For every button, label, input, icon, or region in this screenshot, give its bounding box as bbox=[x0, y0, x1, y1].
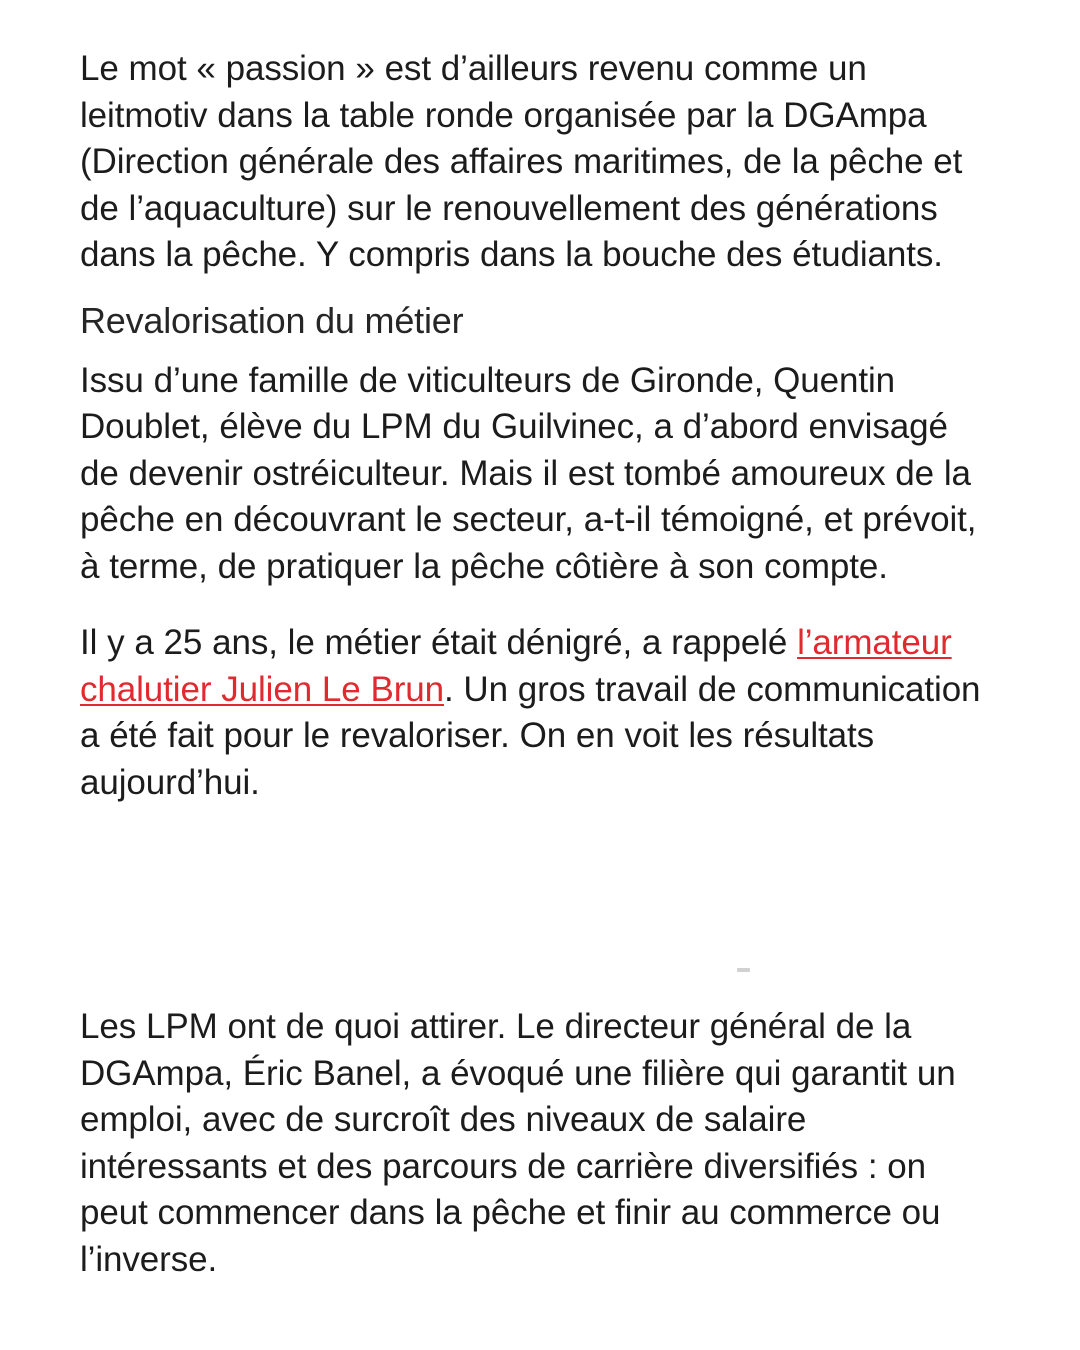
scan-artifact-dash bbox=[737, 968, 750, 972]
article-body-continued bbox=[80, 1004, 990, 1283]
paragraph-quentin-doublet: Issu d’une famille de viticulteurs de Gironde, Quentin Doublet, élève du LPM du Guilvinec, a d’abord envisagé de devenir ostréiculteur. Mais il est tombé amoureux de la pêche en découvrant le secteur, a-t-il témoigné, et prévoit, à terme, de pratiquer la pêche côtière à son compte. bbox=[80, 360, 977, 586]
paragraph-lpm-eric-banel: Les LPM ont de quoi attirer. Le directeur général de la DGAmpa, Éric Banel, a évoqué une filière qui garantit un emploi, avec de surcroît des niveaux de salaire intéressants et des parcours de carrière diversifiés : on peut commencer dans la pêche et finir au commerce ou l’inverse. bbox=[80, 1007, 956, 1279]
article-body bbox=[80, 46, 990, 806]
paragraph-text-before-link: Il y a 25 ans, le métier était dénigré, a rappelé bbox=[80, 623, 798, 662]
link-armateur-julien-le-brun[interactable]: l’armateur chalutier Julien Le Brun bbox=[80, 623, 952, 709]
section-heading-revalorisation: Revalorisation du métier bbox=[80, 299, 464, 341]
paragraph-text-after-link: . Un gros travail de communication a été fait pour le revaloriser. On en voit les résultats aujourd’hui. bbox=[80, 669, 981, 802]
paragraph-passion-leitmotiv: Le mot « passion » est d’ailleurs revenu comme un leitmotiv dans la table ronde organisée par la DGAmpa (Direction générale des affaires maritimes, de la pêche et de l’aquaculture) sur le renouvellement des générations dans la pêche. Y compris dans la bouche des étudiants. bbox=[80, 49, 963, 274]
paragraph-julien-le-brun bbox=[80, 620, 990, 806]
